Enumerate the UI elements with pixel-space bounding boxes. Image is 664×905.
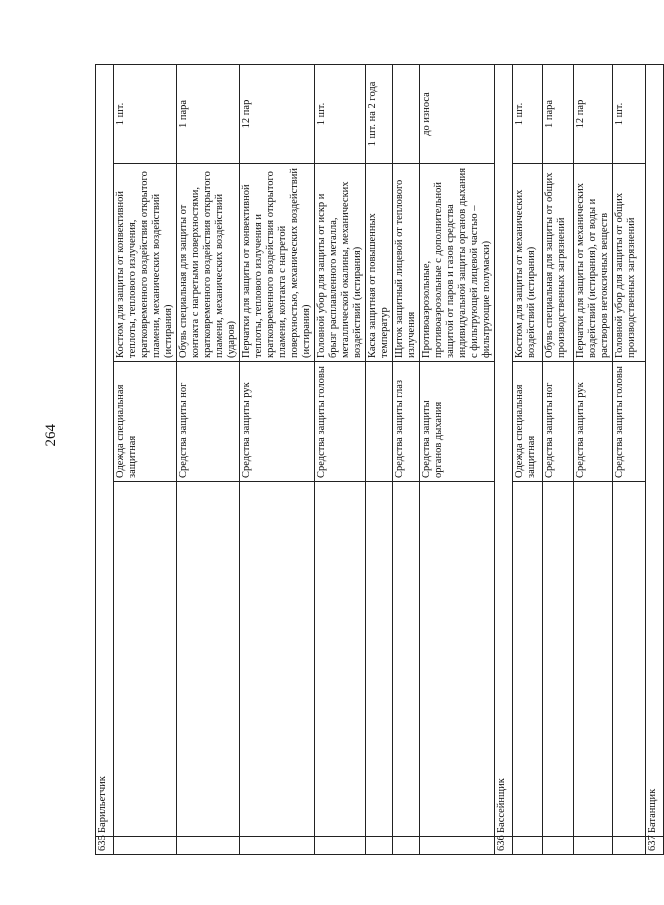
item-number: 636: [495, 837, 513, 855]
ppe-quantity: 1 пара: [177, 64, 240, 163]
table-row: [240, 64, 315, 854]
ppe-category: Средства защиты головы: [613, 362, 646, 482]
ppe-item: Перчатки для защиты от механических воздействий (истирания), от воды и растворов нетоксичных веществ: [574, 164, 613, 362]
ppe-item: Каска защитная от повышенных температур: [366, 164, 393, 362]
profession-name: Бассейнщик: [495, 64, 513, 836]
ppe-table: [95, 64, 664, 855]
item-number: 637: [646, 837, 664, 855]
ppe-item: Противоаэрозольные, противоаэрозольные с дополнительной защитой от паров и газов средства индивидуальной защиты органов дыхания с фильтрующей лицевой частью – фильтрующие полумаски): [420, 164, 495, 362]
ppe-item: Костюм для защиты от механических воздействий (истирания): [513, 164, 543, 362]
ppe-category: Одежда специальная защитная: [114, 362, 177, 482]
ppe-table-rotated: [95, 65, 658, 855]
ppe-quantity: [393, 64, 420, 163]
ppe-category: Средства защиты рук: [574, 362, 613, 482]
table-row: [513, 64, 543, 854]
ppe-quantity: 12 пар: [574, 64, 613, 163]
ppe-quantity: 1 шт.: [315, 64, 366, 163]
table-row: [543, 64, 574, 854]
ppe-quantity: до износа: [420, 64, 495, 163]
ppe-item: Обувь специальная для защиты от контакта с нагретыми поверхностями, кратковременного воздействия открытого пламени, механических воздействий (ударов): [177, 164, 240, 362]
ppe-category: Средства защиты органов дыхания: [420, 362, 495, 482]
profession-name: Барильетчик: [96, 64, 114, 836]
table-row: [315, 64, 366, 854]
page-number: 264: [43, 424, 59, 447]
table-row: [393, 64, 420, 854]
ppe-category: [366, 362, 393, 482]
ppe-category: Средства защиты ног: [543, 362, 574, 482]
ppe-quantity: 1 шт.: [114, 64, 177, 163]
ppe-item: Щиток защитный лицевой от теплового излучения: [393, 164, 420, 362]
table-row: [420, 64, 495, 854]
table-row: [366, 64, 393, 854]
ppe-item: Костюм для защиты от конвективной теплоты, теплового излучения, кратковременного воздействия открытого пламени, механических воздействий (истирания): [114, 164, 177, 362]
profession-name: Батанщик: [646, 64, 664, 836]
table-row: [574, 64, 613, 854]
ppe-item: Головной убор для защиты от искр и брызг расплавленного металла, металлической окалины, механических воздействий (истирания): [315, 164, 366, 362]
table-row-profession: [495, 64, 513, 854]
ppe-quantity: 1 шт. на 2 года: [366, 64, 393, 163]
table-row: [177, 64, 240, 854]
ppe-item: Обувь специальная для защиты от общих производственных загрязнений: [543, 164, 574, 362]
ppe-quantity: 1 пара: [543, 64, 574, 163]
item-number: 635: [96, 837, 114, 855]
ppe-quantity: 1 шт.: [613, 64, 646, 163]
ppe-item: Перчатки для защиты от конвективной теплоты, теплового излучения и кратковременного воздействия открытого пламени, контакта с нагретой поверхностью, механических воздействий (истирания): [240, 164, 315, 362]
ppe-quantity: 1 шт.: [513, 64, 543, 163]
ppe-category: Средства защиты рук: [240, 362, 315, 482]
ppe-item: Головной убор для защиты от общих производственных загрязнений: [613, 164, 646, 362]
table-row-profession: [96, 64, 114, 854]
table-row: [114, 64, 177, 854]
ppe-category: Средства защиты глаз: [393, 362, 420, 482]
table-row-profession: [646, 64, 664, 854]
table-row: [613, 64, 646, 854]
ppe-category: Одежда специальная защитная: [513, 362, 543, 482]
ppe-category: Средства защиты ног: [177, 362, 240, 482]
ppe-category: Средства защиты головы: [315, 362, 366, 482]
ppe-quantity: 12 пар: [240, 64, 315, 163]
